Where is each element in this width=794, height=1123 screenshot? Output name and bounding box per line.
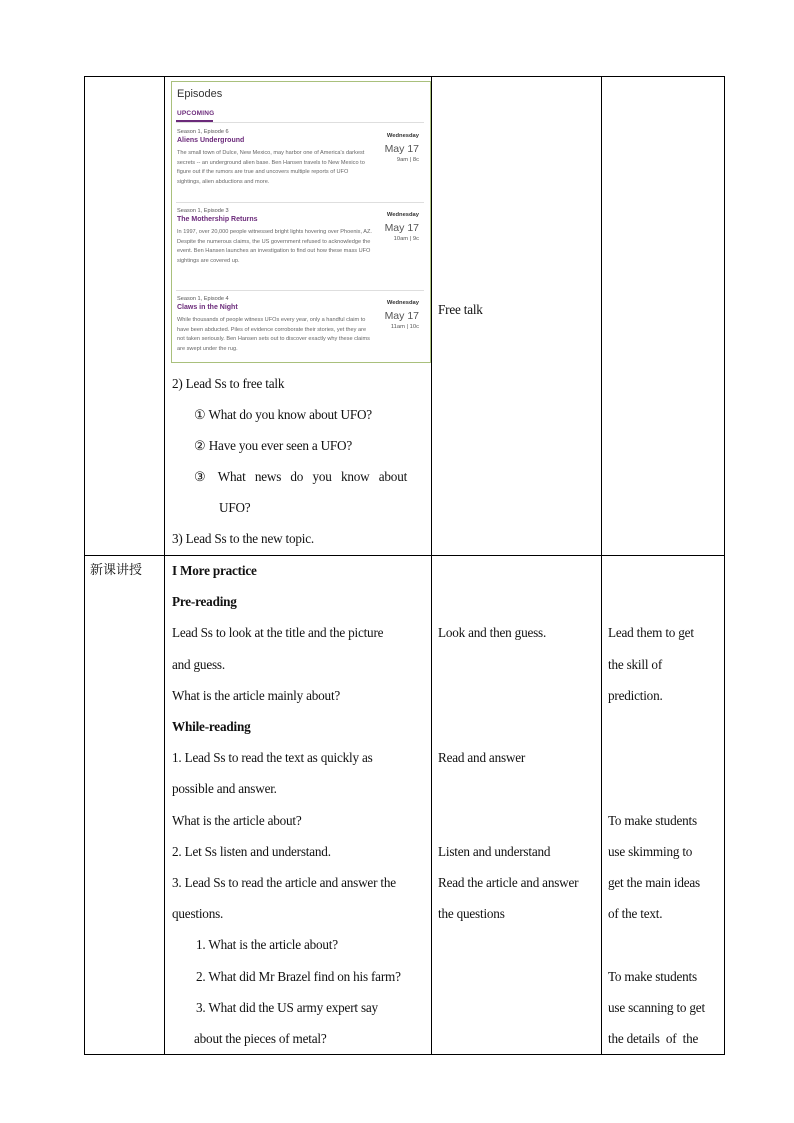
episode-date: May 17 <box>384 222 419 234</box>
teacher-line: What is the article mainly about? <box>172 688 341 703</box>
upcoming-tab: UPCOMING <box>177 110 215 117</box>
purpose-line: of the text. <box>608 906 663 921</box>
episode-date: May 17 <box>384 310 419 322</box>
episode-title: Claws in the Night <box>177 304 238 311</box>
row-divider <box>84 555 725 556</box>
question-item: 3. What did the US army expert say <box>196 1000 378 1015</box>
teacher-line: possible and answer. <box>172 781 277 796</box>
episode-time: 9am | 8c <box>396 157 419 163</box>
episode-description: In 1997, over 20,000 people witnessed bright lights hovering over Phoenix, AZ. Despite the numerous claims, the US government refused to acknowledge the event. Ben Hansen launches an investigation to find out how these mass UFO sightings are covered up. <box>177 229 372 264</box>
teacher-line: questions. <box>172 906 224 921</box>
episode-description: While thousands of people witness UFOs every year, only a handful claim to have been abducted. Piles of evidence corroborate their stories, yet they are not taken seriously. Ben Hansen sets out to discover exactly why these claims are swept under the rug. <box>177 317 370 352</box>
episode-item <box>177 296 425 360</box>
teacher-step: 2) Lead Ss to free talk <box>172 376 285 391</box>
teacher-step: 3) Lead Ss to the new topic. <box>172 531 314 546</box>
episode-description: The small town of Dulce, New Mexico, may harbor one of America's darkest secrets -- an underground alien base. Ben Hansen travels to New Mexico to figure out if the rumors are true and uncovers multiple reports of UFO sightings, alien abductions and more. <box>177 150 365 185</box>
episode-item <box>177 129 425 201</box>
episode-title: Aliens Underground <box>177 137 245 144</box>
teacher-line: 3. Lead Ss to read the article and answer the <box>172 875 396 890</box>
student-activity: Read and answer <box>438 750 526 765</box>
purpose-line: get the main ideas <box>608 875 700 890</box>
tab-rule <box>176 122 424 123</box>
episode-number: Season 1, Episode 4 <box>177 296 229 302</box>
episode-date: May 17 <box>384 143 419 155</box>
purpose-line: Lead them to get <box>608 625 694 640</box>
stage-label: 新课讲授 <box>90 563 143 578</box>
student-activity: Free talk <box>438 302 483 317</box>
teacher-line: 2. Let Ss listen and understand. <box>172 844 331 859</box>
purpose-line: use scanning to get <box>608 1000 705 1015</box>
teacher-line: and guess. <box>172 657 225 672</box>
episode-number: Season 1, Episode 3 <box>177 208 229 214</box>
purpose-line: the details of the <box>608 1031 699 1046</box>
subsection-heading: Pre-reading <box>172 594 237 609</box>
episode-day: Wednesday <box>386 133 419 139</box>
student-activity: Look and then guess. <box>438 625 547 640</box>
student-activity: Read the article and answer <box>438 875 579 890</box>
purpose-line: To make students <box>608 813 697 828</box>
table-bottom-border <box>84 1054 725 1055</box>
teacher-line: Lead Ss to look at the title and the picture <box>172 625 384 640</box>
teacher-question-cont: UFO? <box>219 500 251 515</box>
episode-time: 10am | 9c <box>393 236 419 242</box>
episode-day: Wednesday <box>386 212 419 218</box>
episodes-screenshot <box>171 81 431 363</box>
col-line-1 <box>164 76 165 1055</box>
episode-day: Wednesday <box>386 300 419 306</box>
teacher-line: What is the article about? <box>172 813 302 828</box>
teacher-line: 1. Lead Ss to read the text as quickly as <box>172 750 373 765</box>
question-item: 2. What did Mr Brazel find on his farm? <box>196 969 401 984</box>
episode-divider <box>176 290 424 291</box>
episode-time: 11am | 10c <box>390 324 419 330</box>
section-heading: I More practice <box>172 563 257 578</box>
teacher-question: ① What do you know about UFO? <box>194 407 372 422</box>
purpose-line: To make students <box>608 969 697 984</box>
question-item: 1. What is the article about? <box>196 937 338 952</box>
episodes-heading: Episodes <box>177 88 223 100</box>
purpose-line: use skimming to <box>608 844 693 859</box>
purpose-line: prediction. <box>608 688 663 703</box>
purpose-line: the skill of <box>608 657 663 672</box>
episode-item <box>177 208 425 286</box>
subsection-heading: While-reading <box>172 719 251 734</box>
col-line-right <box>724 76 725 1055</box>
col-line-3 <box>601 76 602 1055</box>
student-activity: the questions <box>438 906 505 921</box>
teacher-question: ③ What news do you know about <box>194 469 408 484</box>
episode-number: Season 1, Episode 6 <box>177 129 229 135</box>
col-line-2 <box>431 76 432 1055</box>
episode-title: The Mothership Returns <box>177 216 258 223</box>
question-item-cont: about the pieces of metal? <box>194 1031 327 1046</box>
teacher-question: ② Have you ever seen a UFO? <box>194 438 353 453</box>
col-line-left <box>84 76 85 1055</box>
episode-divider <box>176 202 424 203</box>
table-top-border <box>84 76 725 77</box>
student-activity: Listen and understand <box>438 844 551 859</box>
